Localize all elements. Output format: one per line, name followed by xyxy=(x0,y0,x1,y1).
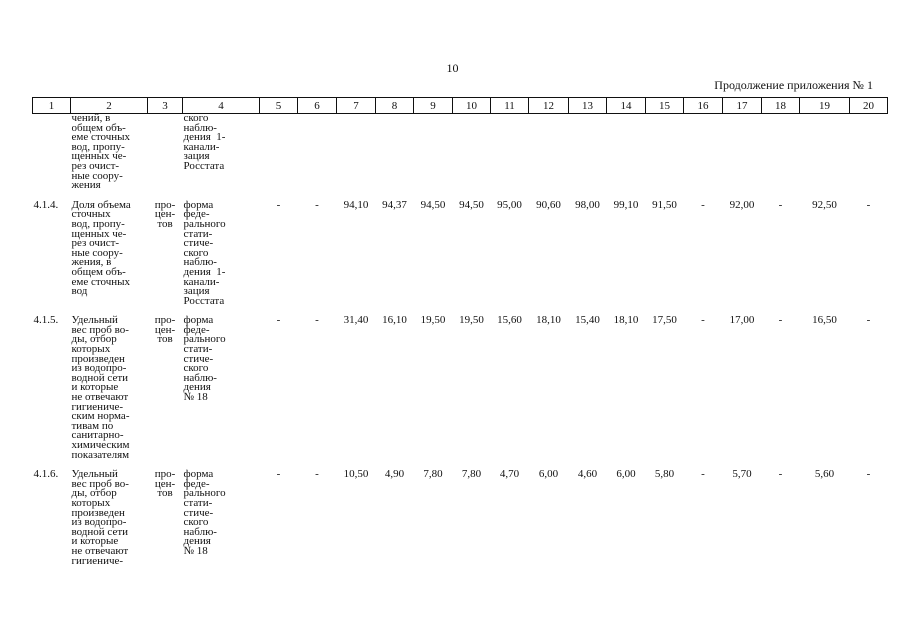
value-cell xyxy=(800,114,850,199)
table-row xyxy=(33,468,888,574)
value-cell-text: - xyxy=(701,468,705,481)
value-cell xyxy=(414,199,453,315)
value-cell xyxy=(260,114,298,199)
column-header: 9 xyxy=(414,98,453,114)
value-cell xyxy=(491,114,529,199)
source-cell-text: ского наблю- дения 1- канали- зация Росстата xyxy=(183,112,226,172)
value-cell-text: 16,10 xyxy=(382,314,407,327)
unit-cell xyxy=(148,314,183,468)
column-header: 2 xyxy=(71,98,148,114)
indicator-name-cell-text: Удельный вес проб во- ды, отбор которых произведен из водопро- водной сети и которые не отвечают гигиениче- ским норма- тивам по санитарно- химическим показателям xyxy=(71,314,130,461)
row-code-cell xyxy=(33,468,71,574)
value-cell xyxy=(260,314,298,468)
unit-cell-text: про- цен- тов xyxy=(154,314,176,346)
indicator-name-cell-text: Удельный вес проб во- ды, отбор которых произведен из водопро- водной сети и которые не отвечают гигиениче- xyxy=(71,468,129,567)
value-cell-text: 5,70 xyxy=(732,468,752,481)
value-cell xyxy=(337,468,376,574)
page-number: 10 xyxy=(446,61,459,75)
value-cell-text: 94,10 xyxy=(343,198,369,211)
value-cell-text: 19,50 xyxy=(459,314,484,327)
column-header: 6 xyxy=(298,98,337,114)
value-cell xyxy=(569,199,607,315)
value-cell xyxy=(337,314,376,468)
value-cell xyxy=(569,468,607,574)
value-cell xyxy=(529,114,569,199)
value-cell xyxy=(298,314,337,468)
value-cell xyxy=(260,468,298,574)
column-header: 11 xyxy=(491,98,529,114)
column-header: 19 xyxy=(800,98,850,114)
value-cell xyxy=(337,199,376,315)
unit-cell-text: про- цен- тов xyxy=(154,198,176,230)
value-cell xyxy=(646,199,684,315)
value-cell-text: 90,60 xyxy=(536,198,561,211)
value-cell xyxy=(800,468,850,574)
source-cell-text: форма феде- рального стати- стиче- ского наблю- дения № 18 xyxy=(183,314,226,404)
value-cell-text: - xyxy=(315,198,319,211)
value-cell-text: 15,60 xyxy=(497,314,522,327)
row-code-cell-text: 4.1.4. xyxy=(33,198,59,211)
value-cell xyxy=(646,114,684,199)
value-cell-text: 18,10 xyxy=(613,314,639,327)
value-cell-text: 19,50 xyxy=(420,314,446,327)
value-cell-text: 94,37 xyxy=(382,198,407,211)
value-cell xyxy=(723,314,762,468)
value-cell xyxy=(850,468,888,574)
value-cell xyxy=(491,314,529,468)
value-cell xyxy=(723,468,762,574)
unit-cell xyxy=(148,468,183,574)
data-table xyxy=(32,97,888,574)
value-cell xyxy=(298,199,337,315)
unit-cell-text: про- цен- тов xyxy=(154,468,176,500)
value-cell xyxy=(453,468,491,574)
value-cell xyxy=(260,199,298,315)
value-cell-text: 6,00 xyxy=(538,468,559,481)
indicator-name-cell xyxy=(71,314,148,468)
appendix-continuation-label: Продолжение приложения № 1 xyxy=(714,78,873,92)
column-header: 14 xyxy=(607,98,646,114)
row-code-cell-text: 4.1.5. xyxy=(33,314,59,327)
value-cell-text: - xyxy=(701,314,705,327)
value-cell-text: - xyxy=(866,468,871,481)
value-cell xyxy=(529,199,569,315)
value-cell xyxy=(762,468,800,574)
value-cell-text: 10,50 xyxy=(343,468,369,481)
value-cell xyxy=(723,114,762,199)
row-code-cell-text: 4.1.6. xyxy=(33,468,59,481)
source-cell-text: форма феде- рального стати- стиче- ского наблю- дения № 18 xyxy=(183,468,226,557)
indicator-name-cell xyxy=(71,468,148,574)
source-cell xyxy=(183,114,260,199)
table-row xyxy=(33,199,888,315)
value-cell xyxy=(607,199,646,315)
value-cell-text: 91,50 xyxy=(652,198,677,211)
value-cell-text: - xyxy=(778,468,783,481)
source-cell xyxy=(183,468,260,574)
value-cell xyxy=(376,468,414,574)
value-cell-text: 99,10 xyxy=(613,198,639,211)
column-header: 13 xyxy=(569,98,607,114)
value-cell xyxy=(529,314,569,468)
table-row xyxy=(33,314,888,468)
column-header: 4 xyxy=(183,98,260,114)
row-code-cell xyxy=(33,314,71,468)
column-header: 16 xyxy=(684,98,723,114)
value-cell-text: - xyxy=(315,468,319,481)
value-cell xyxy=(684,199,723,315)
column-header: 18 xyxy=(762,98,800,114)
value-cell-text: 6,00 xyxy=(616,468,636,481)
value-cell xyxy=(607,314,646,468)
value-cell xyxy=(684,114,723,199)
value-cell-text: - xyxy=(315,314,319,327)
value-cell xyxy=(569,314,607,468)
value-cell xyxy=(850,314,888,468)
value-cell-text: 94,50 xyxy=(459,198,484,211)
column-header: 8 xyxy=(376,98,414,114)
unit-cell xyxy=(148,114,183,199)
indicator-name-cell xyxy=(71,199,148,315)
indicator-name-cell-text: Доля объема сточных вод, пропу- щенных че- рез очист- ные соору- жения, в общем объ- еме сточных вод xyxy=(71,198,131,298)
column-header: 20 xyxy=(850,98,888,114)
value-cell-text: 4,70 xyxy=(499,468,520,481)
value-cell-text: - xyxy=(866,198,871,211)
value-cell xyxy=(723,199,762,315)
unit-cell xyxy=(148,199,183,315)
value-cell xyxy=(529,468,569,574)
column-header: 5 xyxy=(260,98,298,114)
value-cell-text: 17,50 xyxy=(652,314,677,327)
value-cell xyxy=(850,114,888,199)
value-cell-text: 4,90 xyxy=(384,468,405,481)
value-cell-text: 7,80 xyxy=(423,468,443,481)
value-cell-text: 92,50 xyxy=(812,198,837,211)
value-cell xyxy=(414,314,453,468)
value-cell-text: - xyxy=(778,198,783,211)
header-row xyxy=(33,98,888,114)
value-cell xyxy=(800,314,850,468)
table-row xyxy=(33,114,888,199)
column-header: 10 xyxy=(453,98,491,114)
row-code-cell xyxy=(33,199,71,315)
value-cell-text: 92,00 xyxy=(729,198,755,211)
value-cell xyxy=(453,114,491,199)
value-cell-text: 31,40 xyxy=(343,314,369,327)
value-cell xyxy=(646,468,684,574)
column-header: 7 xyxy=(337,98,376,114)
value-cell xyxy=(569,114,607,199)
value-cell-text: 4,60 xyxy=(577,468,598,481)
value-cell xyxy=(337,114,376,199)
value-cell xyxy=(762,114,800,199)
value-cell-text: - xyxy=(701,198,705,211)
value-cell-text: - xyxy=(276,314,281,327)
value-cell xyxy=(800,199,850,315)
value-cell xyxy=(850,199,888,315)
source-cell xyxy=(183,314,260,468)
value-cell xyxy=(646,314,684,468)
indicator-name-cell xyxy=(71,114,148,199)
value-cell-text: 18,10 xyxy=(536,314,561,327)
value-cell xyxy=(607,468,646,574)
value-cell-text: - xyxy=(276,198,281,211)
value-cell xyxy=(376,114,414,199)
indicator-name-cell-text: чений, в общем объ- еме сточных вод, пропу- щенных че- рез очист- ные соору- жения xyxy=(71,112,131,192)
column-header: 15 xyxy=(646,98,684,114)
value-cell-text: 95,00 xyxy=(497,198,522,211)
value-cell xyxy=(684,468,723,574)
value-cell xyxy=(376,314,414,468)
value-cell xyxy=(762,199,800,315)
value-cell-text: 16,50 xyxy=(812,314,837,327)
value-cell xyxy=(414,114,453,199)
value-cell-text: - xyxy=(276,468,281,481)
value-cell xyxy=(298,114,337,199)
value-cell-text: 15,40 xyxy=(575,314,600,327)
value-cell-text: 5,60 xyxy=(814,468,835,481)
value-cell-text: 5,80 xyxy=(654,468,675,481)
value-cell xyxy=(453,314,491,468)
value-cell-text: 7,80 xyxy=(461,468,482,481)
value-cell xyxy=(684,314,723,468)
value-cell-text: 17,00 xyxy=(729,314,755,327)
source-cell xyxy=(183,199,260,315)
column-header: 17 xyxy=(723,98,762,114)
value-cell xyxy=(298,468,337,574)
column-header: 1 xyxy=(33,98,71,114)
column-header: 3 xyxy=(148,98,183,114)
value-cell xyxy=(491,199,529,315)
value-cell xyxy=(762,314,800,468)
value-cell xyxy=(491,468,529,574)
value-cell xyxy=(607,114,646,199)
value-cell-text: - xyxy=(778,314,783,327)
source-cell-text: форма феде- рального стати- стиче- ского наблю- дения 1- канали- зация Росстата xyxy=(183,198,226,307)
value-cell-text: 98,00 xyxy=(575,198,600,211)
column-header: 12 xyxy=(529,98,569,114)
value-cell xyxy=(414,468,453,574)
value-cell xyxy=(453,199,491,315)
value-cell-text: 94,50 xyxy=(420,198,446,211)
value-cell-text: - xyxy=(866,314,871,327)
row-code-cell xyxy=(33,114,71,199)
value-cell xyxy=(376,199,414,315)
